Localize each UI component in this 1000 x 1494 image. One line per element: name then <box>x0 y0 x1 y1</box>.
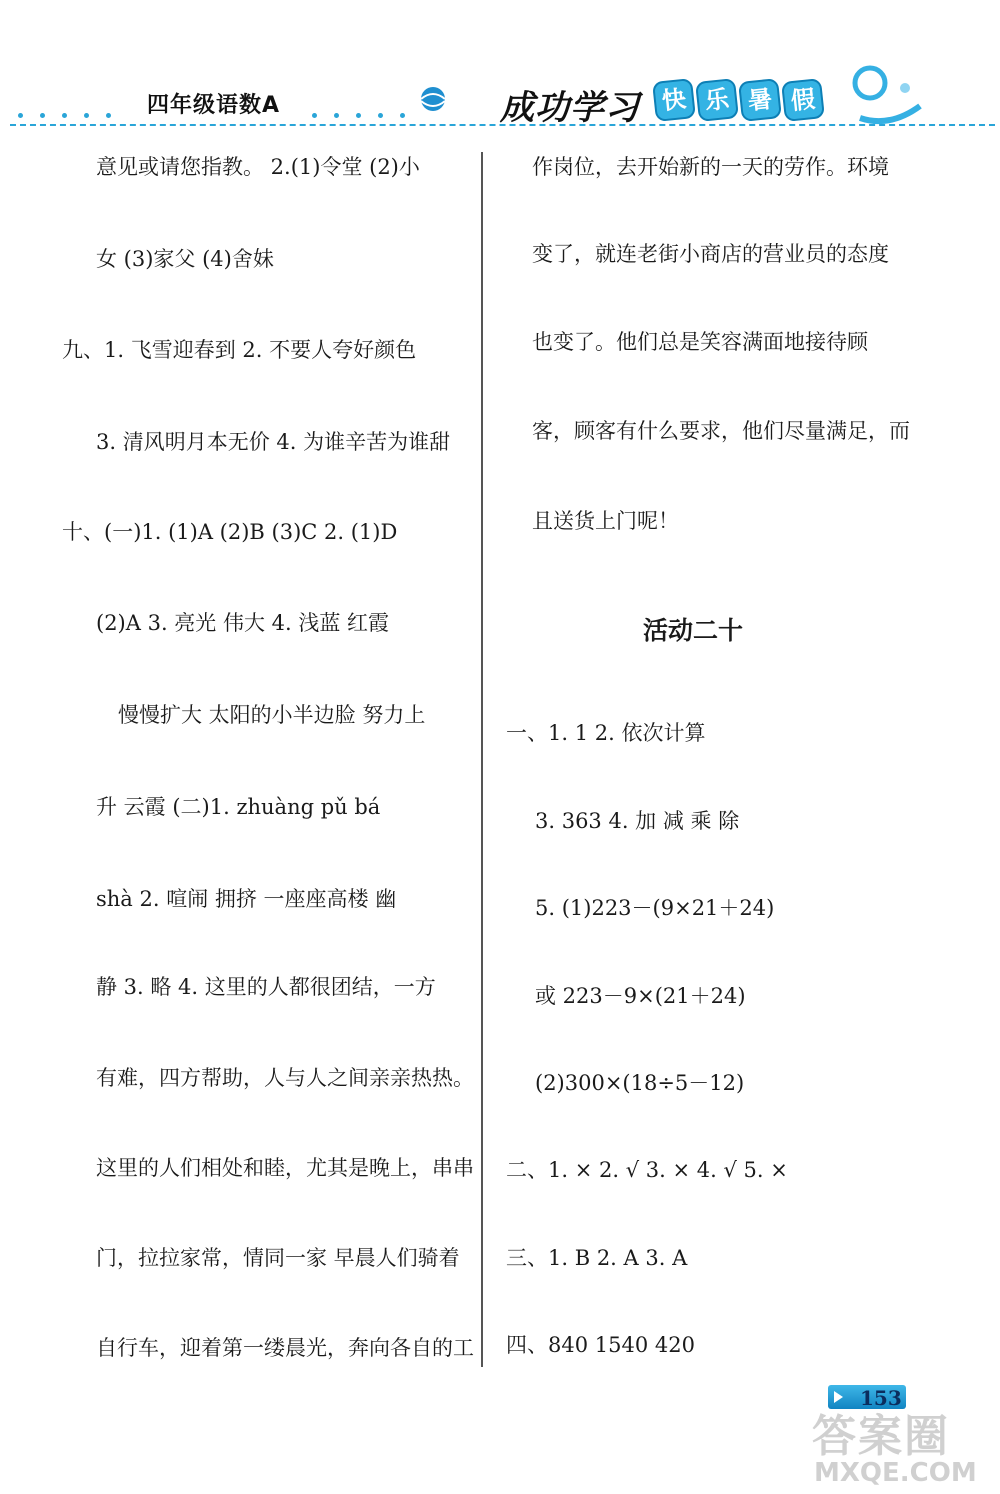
text-line: 静 3. 略 4. 这里的人都很团结，一方 <box>96 975 436 999</box>
watermark-text: 答案圈 <box>812 1411 950 1462</box>
header-divider <box>10 124 995 126</box>
ball-icon <box>418 84 448 114</box>
page-header <box>0 0 1000 135</box>
text-line: 也变了。他们总是笑容满面地接待顾 <box>532 330 868 354</box>
title-badge: 暑 <box>738 78 782 122</box>
grade-label: 四年级语数A <box>147 93 281 118</box>
text-line: shà 2. 喧闹 拥挤 一座座高楼 幽 <box>96 887 397 911</box>
text-line: 作岗位，去开始新的一天的劳作。环境 <box>532 155 889 179</box>
text-line: 门，拉拉家常，情同一家 早晨人们骑着 <box>96 1246 460 1270</box>
dots-decoration-right <box>312 103 422 122</box>
swirl-decoration-icon <box>840 58 930 128</box>
text-line: 意见或请您指教。 2.(1)令堂 (2)小 <box>96 155 420 179</box>
title-badges <box>654 80 826 120</box>
section-heading: 活动二十 <box>643 616 744 645</box>
title-badge: 快 <box>652 78 696 122</box>
text-line: 变了，就连老街小商店的营业员的态度 <box>532 242 889 266</box>
watermark <box>800 1400 995 1490</box>
text-line: 这里的人们相处和睦，尤其是晚上，串串 <box>96 1156 474 1180</box>
page-number: 153 <box>860 1386 902 1410</box>
text-line: 3. 清风明月本无价 4. 为谁辛苦为谁甜 <box>96 430 451 454</box>
text-line: 客，顾客有什么要求，他们尽量满足，而 <box>532 419 910 443</box>
text-line: 升 云霞 (二)1. zhuàng pǔ bá <box>96 795 381 819</box>
watermark-url: MXQE.COM <box>814 1458 977 1488</box>
text-line: 四、840 1540 420 <box>506 1333 695 1357</box>
text-line: 5. (1)223－(9×21＋24) <box>535 896 775 920</box>
text-line: 十、(一)1. (1)A (2)B (3)C 2. (1)D <box>62 520 398 544</box>
text-line: 九、1. 飞雪迎春到 2. 不要人夸好颜色 <box>62 338 417 362</box>
text-line: 二、1. × 2. √ 3. × 4. √ 5. × <box>506 1158 788 1182</box>
text-line: 女 (3)家父 (4)舍妹 <box>96 247 274 271</box>
text-line: 或 223－9×(21＋24) <box>535 984 746 1008</box>
text-line: 慢慢扩大 太阳的小半边脸 努力上 <box>118 703 426 727</box>
book-title: 成功学习 <box>500 88 640 128</box>
text-line: (2)A 3. 亮光 伟大 4. 浅蓝 红霞 <box>96 611 390 635</box>
text-line: 3. 363 4. 加 减 乘 除 <box>535 809 740 833</box>
dots-decoration-left <box>18 103 128 122</box>
text-line: 有难，四方帮助，人与人之间亲亲热热。 <box>96 1066 474 1090</box>
title-badge: 乐 <box>695 78 739 122</box>
text-line: 三、1. B 2. A 3. A <box>506 1246 688 1270</box>
text-line: 且送货上门呢！ <box>532 509 679 533</box>
text-line: (2)300×(18÷5－12) <box>535 1071 745 1095</box>
title-badge: 假 <box>781 78 825 122</box>
text-line: 一、1. 1 2. 依次计算 <box>506 721 706 745</box>
column-divider <box>481 152 483 1367</box>
text-line: 自行车，迎着第一缕晨光，奔向各自的工 <box>96 1336 474 1360</box>
